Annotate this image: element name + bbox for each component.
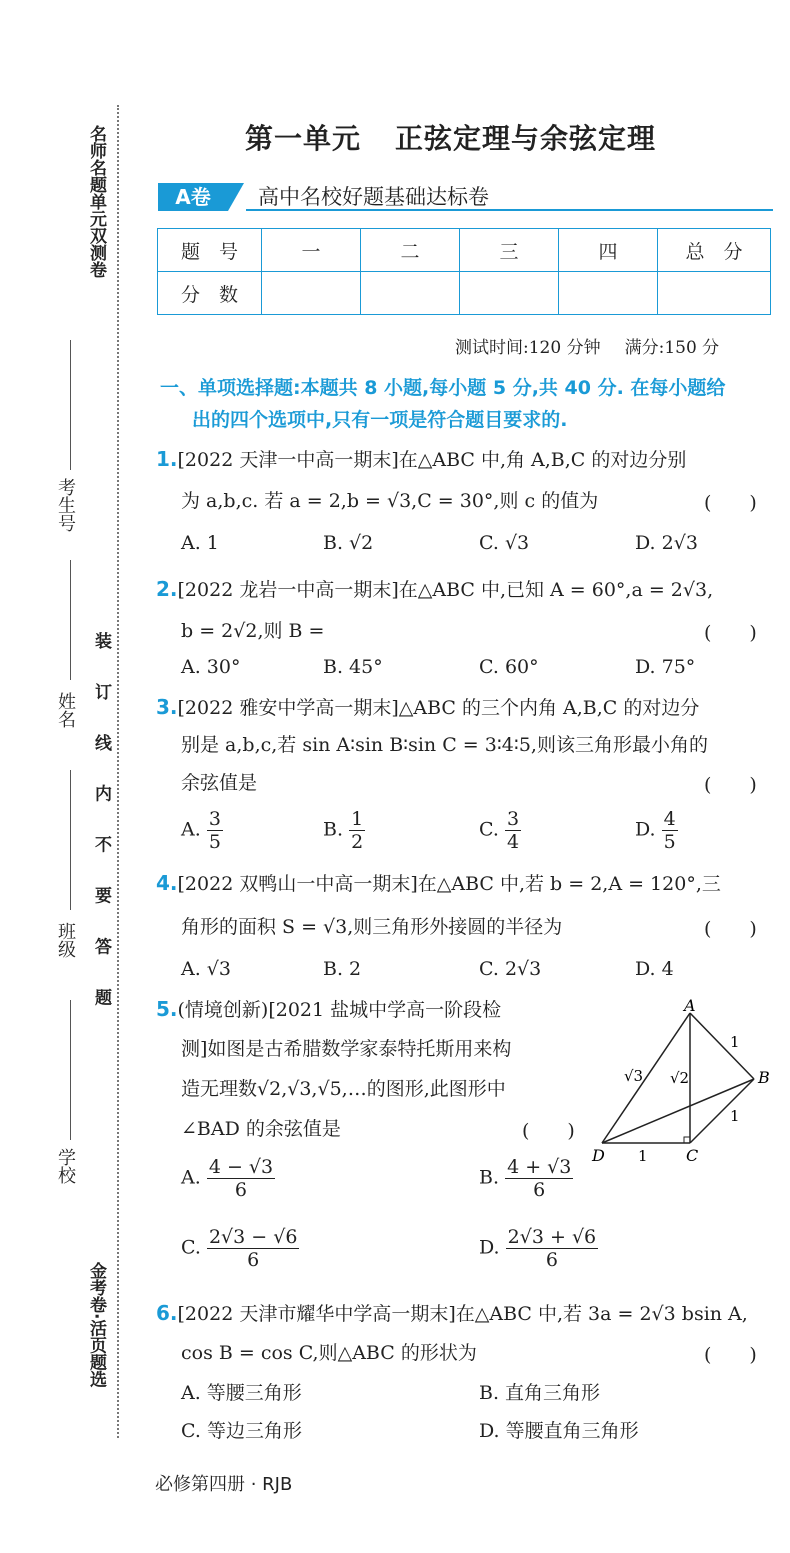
score-cell[interactable] [361, 272, 460, 315]
question-6-line2: cos B = cos C,则△ABC 的形状为 [181, 1342, 477, 1364]
question-2-line2: b = 2√2,则 B = [181, 620, 325, 642]
question-5-line3: 造无理数√2,√3,√5,…的图形,此图形中 [181, 1078, 506, 1100]
option-fraction: C. $\frac{3}{4}$ [479, 808, 520, 853]
option: A. 1 [181, 532, 219, 554]
option-fraction: C. $\frac{2√3 - √6}{6}$ [181, 1226, 298, 1271]
banji-line [70, 770, 71, 910]
option: C. 等边三角形 [181, 1420, 302, 1442]
option: D. 2√3 [635, 532, 698, 554]
label-AD: √3 [624, 1067, 644, 1085]
vertex-C: C [686, 1146, 699, 1165]
question-5-line1: 5.(情境创新)[2021 盐城中学高一阶段检 [156, 997, 502, 1021]
label-xuexiao: 学校 [55, 1148, 76, 1184]
answer-paren: ( ) [704, 622, 757, 644]
option: B. 45° [323, 656, 383, 678]
question-4-line2: 角形的面积 S = √3,则三角形外接圆的半径为 [181, 916, 563, 938]
option: D. 75° [635, 656, 696, 678]
page-title: 第一单元 正弦定理与余弦定理 [245, 122, 657, 155]
option: D. 等腰直角三角形 [479, 1420, 639, 1442]
option: A. 等腰三角形 [181, 1382, 302, 1404]
question-4-line1: 4.[2022 双鸭山一中高一期末]在△ABC 中,若 b = 2,A = 120°,三 [156, 871, 721, 895]
label-AC: √2 [670, 1069, 690, 1087]
binding-notice: 装 订 线 内 不 要 答 题 [91, 632, 111, 1020]
score-cell[interactable] [460, 272, 559, 315]
option-fraction: B. $\frac{4 + √3}{6}$ [479, 1156, 572, 1201]
option-fraction: D. $\frac{2√3 + √6}{6}$ [479, 1226, 597, 1271]
label-banji: 班级 [55, 922, 76, 958]
question-5-line4: ∠BAD 的余弦值是 [181, 1118, 341, 1140]
badge-slant [228, 183, 244, 211]
answer-paren: ( ) [704, 492, 757, 514]
option: C. √3 [479, 532, 530, 554]
question-1-line1: 1.[2022 天津一中高一期末]在△ABC 中,角 A,B,C 的对边分别 [156, 447, 687, 471]
xuexiao-line [70, 1000, 71, 1140]
xingming-line [70, 560, 71, 680]
question-3-line2: 别是 a,b,c,若 sin A∶sin B∶sin C = 3∶4∶5,则该三角形最小角的 [181, 734, 708, 756]
answer-paren: ( ) [704, 1344, 757, 1366]
score-cell[interactable] [658, 272, 771, 315]
label-DC: 1 [638, 1147, 648, 1165]
label-kaosheng: 考生号 [55, 478, 76, 532]
question-2-line1: 2.[2022 龙岩一中高一期末]在△ABC 中,已知 A = 60°,a = 2√3, [156, 577, 714, 601]
question-5-line2: 测]如图是古希腊数学家泰特托斯用来构 [181, 1038, 512, 1060]
option: C. 60° [479, 656, 539, 678]
section-heading: 一、单项选择题:本题共 8 小题,每小题 5 分,共 40 分. 在每小题给 出的四个选项中,只有一项是符合题目要求的. [160, 377, 726, 431]
side-bottom-label: 金考卷·活页题选 [86, 1262, 106, 1388]
kaosheng-line [70, 340, 71, 470]
vertex-D: D [592, 1146, 605, 1165]
question-1-line2: 为 a,b,c. 若 a = 2,b = √3,C = 30°,则 c 的值为 [181, 490, 599, 512]
vertex-B: B [758, 1068, 770, 1087]
option: A. 30° [181, 656, 241, 678]
option: D. 4 [635, 958, 674, 980]
label-xingming: 姓名 [55, 692, 76, 728]
answer-paren: ( ) [704, 918, 757, 940]
score-cell[interactable] [559, 272, 658, 315]
score-table: 题 号 一 二 三 四 总 分 分 数 [157, 228, 771, 315]
option: B. 直角三角形 [479, 1382, 601, 1404]
label-BC: 1 [730, 1107, 740, 1125]
question-3-line1: 3.[2022 雅安中学高一期末]△ABC 的三个内角 A,B,C 的对边分 [156, 695, 700, 719]
option-fraction: D. $\frac{4}{5}$ [635, 808, 676, 853]
paper-subtitle: 高中名校好题基础达标卷 [258, 185, 489, 209]
page-footer: 必修第四册 · RJB [155, 1474, 293, 1495]
label-AB: 1 [730, 1033, 740, 1051]
option: C. 2√3 [479, 958, 542, 980]
option-fraction: A. $\frac{4 - √3}{6}$ [181, 1156, 274, 1201]
header-rule [246, 209, 773, 211]
binding-dotted-line [117, 105, 119, 1438]
option-fraction: A. $\frac{3}{5}$ [181, 808, 221, 853]
answer-paren: ( ) [522, 1120, 575, 1142]
option: B. √2 [323, 532, 374, 554]
test-meta: 测试时间:120 分钟 满分:150 分 [455, 338, 720, 358]
question-6-line1: 6.[2022 天津市耀华中学高一期末]在△ABC 中,若 3a = 2√3 bsin A, [156, 1301, 748, 1325]
option: A. √3 [181, 958, 231, 980]
vertex-A: A [684, 996, 696, 1015]
edge-AB [690, 1013, 754, 1079]
side-top-label: 名师名题单元双测卷 [86, 125, 106, 278]
tetrahedron-figure [590, 995, 780, 1170]
edge-CB [690, 1079, 754, 1143]
option-fraction: B. $\frac{1}{2}$ [323, 808, 364, 853]
score-cell[interactable] [262, 272, 361, 315]
right-angle-mark [684, 1137, 690, 1143]
a-paper-badge: A卷 [158, 183, 228, 211]
answer-paren: ( ) [704, 774, 757, 796]
option: B. 2 [323, 958, 362, 980]
question-3-line3: 余弦值是 [181, 772, 258, 794]
